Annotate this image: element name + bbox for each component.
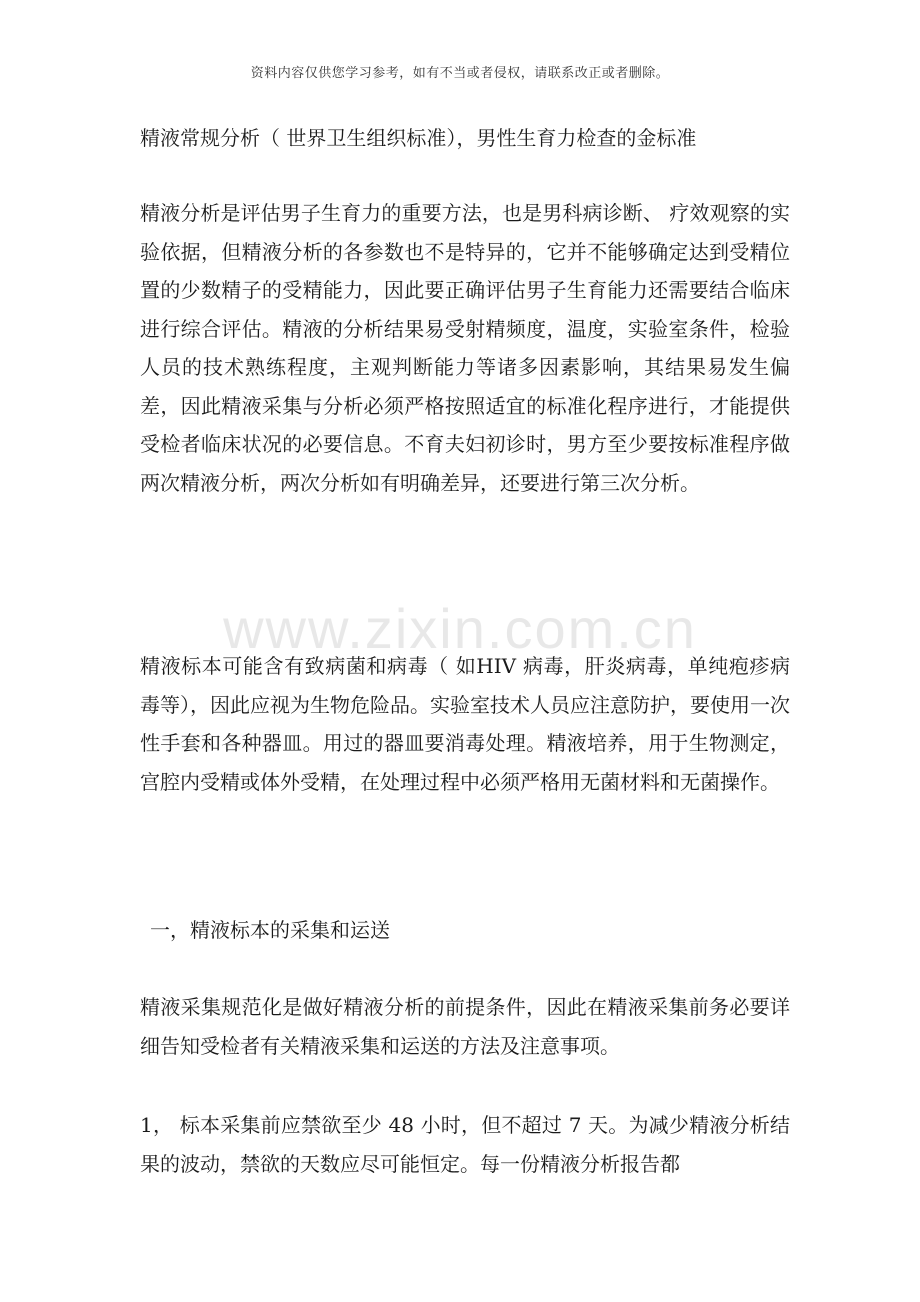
disclaimer-header: 资料内容仅供您学习参考，如有不当或者侵权，请联系改正或者删除。 [250,66,670,81]
paragraph-collection: 精液采集规范化是做好精液分析的前提条件，因此在精液采集前务必要详细告知受检者有关精液采集和运送的方法及注意事项。 [140,995,790,1058]
paragraph-item-1: 1， 标本采集前应禁欲至少 48 小时，但不超过 7 天。为减少精液分析结果的波动，禁欲的天数应尽可能恒定。每一份精液分析报告都 [140,1113,790,1176]
document-title: 精液常规分析（ 世界卫生组织标准），男性生育力检查的金标准 [140,126,697,150]
paragraph-intro: 精液分析是评估男子生育力的重要方法，也是男科病诊断、 疗效观察的实验依据，但精液分析的各参数也不是特异的，它并不能够确定达到受精位置的少数精子的受精能力，因此要正确评估男子生育能力还需要结合临床进行综合评估。精液的分析结果易受射精频度，温度，实验室条件，检验人员的技术熟练程度，主观判断能力等诸多因素影响，其结果易发生偏差，因此精液采集与分析必须严格按照适宜的标准化程序进行，才能提供受检者临床状况的必要信息。不育夫妇初诊时，男方至少要按标准程序做两次精液分析，两次分析如有明确差异，还要进行第三次分析。 [140,201,790,495]
watermark-text: www.zixin.com.cn [223,597,697,660]
section-heading: 一，精液标本的采集和运送 [150,918,390,942]
paragraph-biohazard: 精液标本可能含有致病菌和病毒（ 如HIV 病毒，肝炎病毒，单纯疱疹病毒等），因此应视为生物危险品。实验室技术人员应注意防护，要使用一次性手套和各种器皿。用过的器皿要消毒处理。精液培养，用于生物测定，宫腔内受精或体外受精，在处理过程中必须严格用无菌材料和无菌操作。 [140,654,790,794]
